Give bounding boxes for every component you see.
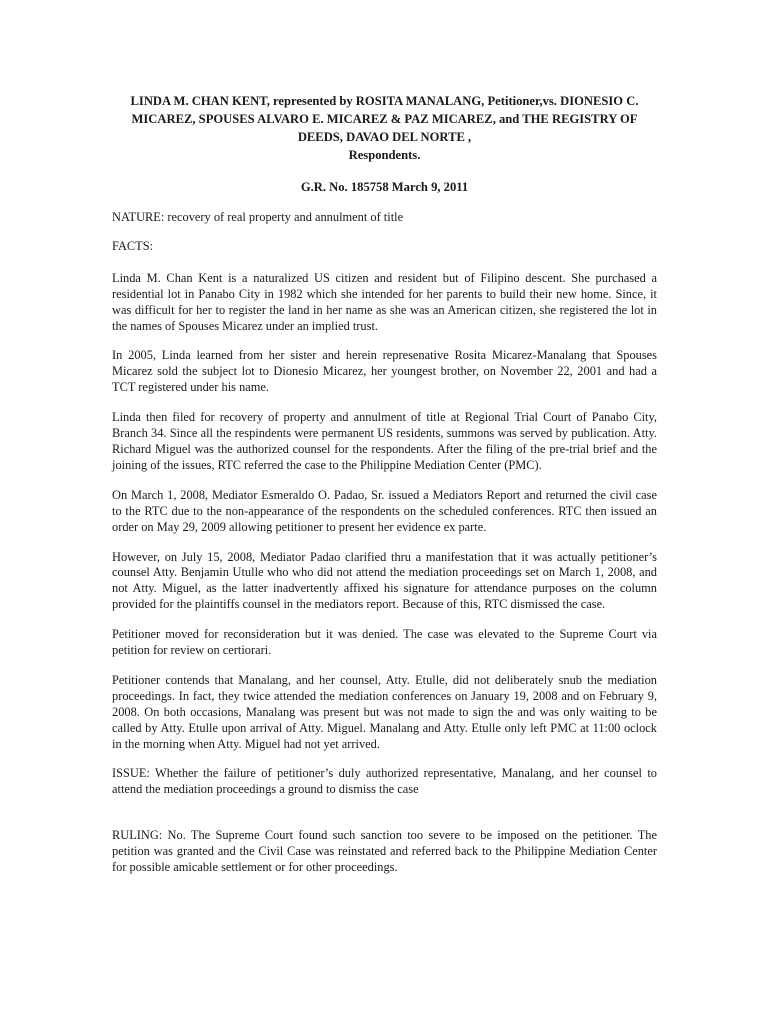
facts-paragraph-2: In 2005, Linda learned from her sister and herein represenative Rosita Micarez-Manalang that Spouses Micarez sold the subject lot to Dionesio Micarez, her youngest brother, on November 22, 2001 and had a TCT registered under his name.	[112, 348, 657, 395]
case-title	[112, 92, 657, 164]
case-title-line-4: Respondents.	[348, 148, 421, 162]
case-title-line-1: LINDA M. CHAN KENT, represented by ROSITA MANALANG, Petitioner,vs. DIONESIO C.	[130, 94, 639, 108]
gr-number: G.R. No. 185758 March 9, 2011	[300, 180, 469, 194]
facts-heading: FACTS:	[112, 238, 154, 253]
case-title-line-2: MICAREZ, SPOUSES ALVARO E. MICAREZ & PAZ MICAREZ, and THE REGISTRY OF	[131, 112, 638, 126]
facts-paragraph-4: On March 1, 2008, Mediator Esmeraldo O. Padao, Sr. issued a Mediators Report and returned the civil case to the RTC due to the non-appearance of the respondents on the scheduled conferences. RTC then issued an order on May 29, 2009 allowing petitioner to present her evidence ex parte.	[112, 487, 657, 534]
document-page	[112, 92, 657, 876]
facts-paragraph-1: Linda M. Chan Kent is a naturalized US citizen and resident but of Filipino descent. She purchased a residential lot in Panabo City in 1982 which she intended for her parents to build their new home. Since, it was difficult for her to register the land in her name as she was an American citizen, she registered the lot in the names of Spouses Micarez under an implied trust.	[112, 270, 657, 333]
facts-paragraph-6: Petitioner moved for reconsideration but it was denied. The case was elevated to the Supreme Court via petition for review on certiorari.	[112, 627, 657, 658]
facts-paragraph-5: However, on July 15, 2008, Mediator Padao clarified thru a manifestation that it was actually petitioner’s counsel Atty. Benjamin Utulle who who did not attend the mediation proceedings set on March 1, 2008, and not Atty. Miguel, as the latter inadvertently affixed his signature for attendance purposes on the column provided for the plaintiffs counsel in the mediators report. Because of this, RTC dismissed the case.	[112, 549, 657, 612]
facts-paragraph-3: Linda then filed for recovery of property and annulment of title at Regional Trial Court of Panabo City, Branch 34. Since all the respindents were permanent US residents, summons was served by publication. Atty. Richard Miguel was the authorized counsel for the respondents. After the filing of the pre-trial brief and the joining of the issues, RTC referred the case to the Philippine Mediation Center (PMC).	[112, 410, 657, 472]
case-title-line-3: DEEDS, DAVAO DEL NORTE ,	[297, 130, 472, 144]
facts-paragraph-7: Petitioner contends that Manalang, and her counsel, Atty. Etulle, did not deliberately snub the mediation proceedings. In fact, they twice attended the mediation conferences on January 19, 2008 and on February 9, 2008. On both occasions, Manalang was present but was not made to sign the and was only waiting to be called by Atty. Etulle upon arrival of Atty. Miguel. Manalang and Atty. Etulle only left PMC at 11:00 oclock in the morning when Atty. Miguel had not yet arrived.	[112, 672, 657, 751]
nature-line: NATURE: recovery of real property and annulment of title	[112, 210, 404, 224]
ruling-paragraph: RULING: No. The Supreme Court found such sanction too severe to be imposed on the petitioner. The petition was granted and the Civil Case was reinstated and referred back to the Philippine Mediation Center for possible amicable settlement or for other proceedings.	[112, 828, 657, 875]
issue-paragraph: ISSUE: Whether the failure of petitioner’s duly authorized representative, Manalang, and her counsel to attend the mediation proceedings a ground to dismiss the case	[112, 766, 657, 797]
